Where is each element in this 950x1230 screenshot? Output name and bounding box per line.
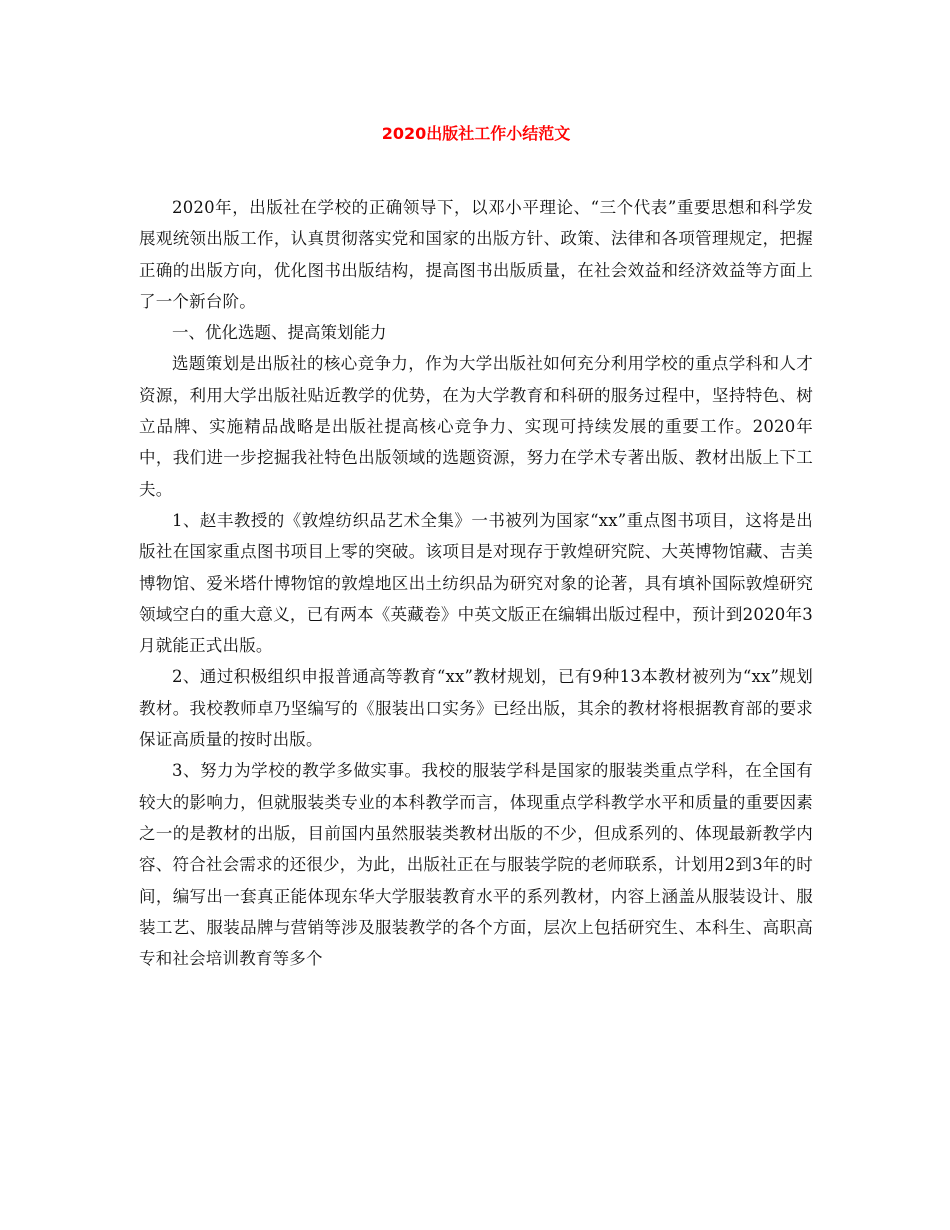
document-page (139, 118, 813, 974)
paragraph-topic-planning: 选题策划是出版社的核心竞争力，作为大学出版社如何充分利用学校的重点学科和人才资源，利用大学出版社贴近教学的优势，在为大学教育和科研的服务过程中，坚持特色、树立品牌、实施精品战略是出版社提高核心竞争力、实现可持续发展的重要工作。2020年中，我们进一步挖掘我社特色出版领域的选题资源，努力在学术专著出版、教材出版上下工夫。 (139, 354, 813, 499)
paragraph-item-1: 1、赵丰教授的《敦煌纺织品艺术全集》一书被列为国家“xx”重点图书项目，这将是出版社在国家重点图书项目上零的突破。该项目是对现存于敦煌研究院、大英博物馆藏、吉美博物馆、爱米塔什博物馆的敦煌地区出土纺织品为研究对象的论著，具有填补国际敦煌研究领域空白的重大意义，已有两本《英藏卷》中英文版正在编辑出版过程中，预计到2020年3月就能正式出版。 (139, 510, 813, 656)
paragraph-item-3: 3、努力为学校的教学多做实事。我校的服装学科是国家的服装类重点学科，在全国有较大的影响力，但就服装类专业的本科教学而言，体现重点学科教学水平和质量的重要因素之一的是教材的出版，目前国内虽然服装类教材出版的不少，但成系列的、体现最新教学内容、符合社会需求的还很少，为此，出版社正在与服装学院的老师联系，计划用2到3年的时间，编写出一套真正能体现东华大学服装教育水平的系列教材，内容上涵盖从服装设计、服装工艺、服装品牌与营销等涉及服装教学的各个方面，层次上包括研究生、本科生、高职高专和社会培训教育等多个 (139, 761, 813, 969)
paragraph-item-2: 2、通过积极组织申报普通高等教育“xx”教材规划，已有9种13本教材被列为“xx”规划教材。我校教师卓乃坚编写的《服装出口实务》已经出版，其余的教材将根据教育部的要求保证高质量的按时出版。 (139, 667, 813, 750)
paragraph-intro: 2020年，出版社在学校的正确领导下，以邓小平理论、“三个代表”重要思想和科学发展观统领出版工作，认真贯彻落实党和国家的出版方针、政策、法律和各项管理规定，把握正确的出版方向，优化图书出版结构，提高图书出版质量，在社会效益和经济效益等方面上了一个新台阶。 (139, 198, 813, 311)
section-heading: 一、优化选题、提高策划能力 (172, 323, 387, 343)
document-title: 2020出版社工作小结范文 (381, 124, 571, 143)
